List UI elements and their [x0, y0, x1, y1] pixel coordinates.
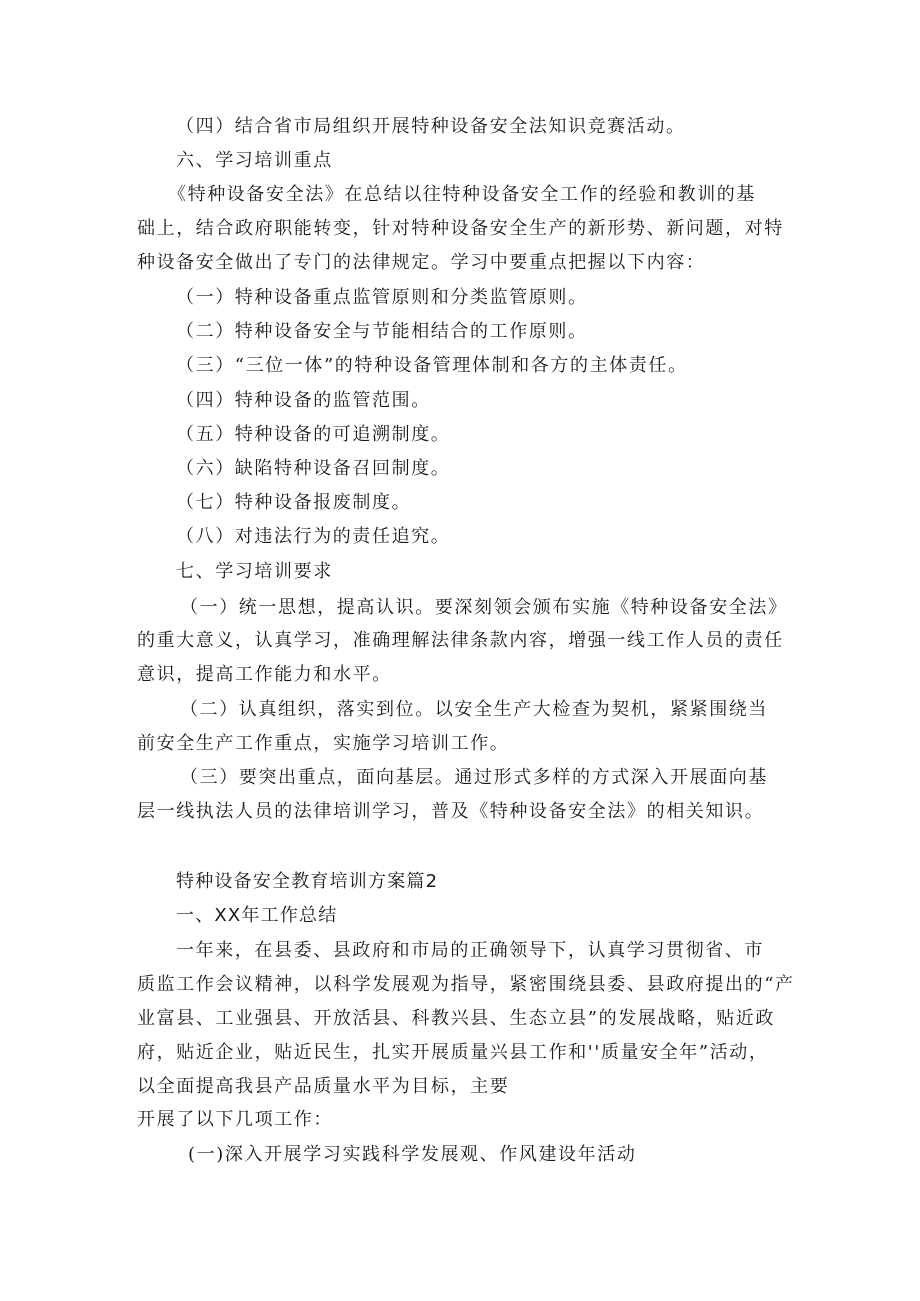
- section6-intro-line-3: 种设备安全做出了专门的法律规定。学习中要重点把握以下内容：: [137, 252, 706, 273]
- section7-heading: 七、学习培训要求: [176, 561, 333, 582]
- part2-para1-line-4: 府，贴近企业，贴近民生，扎实开展质量兴县工作和''质量安全年”活动，: [137, 1042, 769, 1063]
- section6-list-item: （一）特种设备重点监管原则和分类监管原则。: [176, 287, 588, 308]
- part2-para1-line-3: 业富县、工业强县、开放活县、科教兴县、生态立县”的发展战略，贴近政: [137, 1008, 775, 1029]
- section6-heading: 六、学习培训重点: [176, 150, 333, 171]
- part2-para1-line-1: 一年来，在县委、县政府和市局的正确领导下，认真学习贯彻省、市: [176, 940, 764, 961]
- section7-para2-line-1: （二）认真组织，落实到位。以安全生产大检查为契机，紧紧围绕当: [180, 699, 768, 720]
- section6-list-item: （八）对违法行为的责任追究。: [176, 526, 451, 547]
- section6-previous-item: （四）结合省市局组织开展特种设备安全法知识竞赛活动。: [176, 116, 686, 137]
- section7-para1-line-3: 意识，提高工作能力和水平。: [137, 664, 392, 685]
- section6-intro-line-1: 《特种设备安全法》在总结以往特种设备安全工作的经验和教训的基: [168, 184, 756, 205]
- part2-title: 特种设备安全教育培训方案篇2: [176, 871, 439, 892]
- part2-heading: 一、XX年工作总结: [176, 905, 338, 926]
- section6-list-item: （二）特种设备安全与节能相结合的工作原则。: [176, 321, 588, 342]
- section7-para1-line-2: 的重大意义，认真学习，准确理解法律条款内容，增强一线工作人员的责任: [137, 630, 784, 651]
- part2-para1-line-5: 以全面提高我县产品质量水平为目标，主要: [137, 1076, 510, 1097]
- section7-para3-line-2: 层一线执法人员的法律培训学习，普及《特种设备安全法》的相关知识。: [137, 801, 765, 822]
- part2-subheading: (一)深入开展学习实践科学发展观、作风建设年活动: [188, 1144, 637, 1165]
- section7-para2-line-2: 前安全生产工作重点，实施学习培训工作。: [137, 733, 510, 754]
- section6-list-item: （五）特种设备的可追溯制度。: [176, 424, 451, 445]
- section6-intro-line-2: 础上，结合政府职能转变，针对特种设备安全生产的新形势、新问题，对特: [137, 218, 784, 239]
- part2-para1-line-2: 质监工作会议精神，以科学发展观为指导，紧密围绕县委、县政府提出的“产: [137, 974, 795, 995]
- section6-list-item: （四）特种设备的监管范围。: [176, 390, 431, 411]
- part2-para1-line-6: 开展了以下几项工作：: [137, 1109, 333, 1130]
- section7-para1-line-1: （一）统一思想，提高认识。要深刻领会颁布实施《特种设备安全法》: [180, 597, 788, 618]
- section7-para3-line-1: （三）要突出重点，面向基层。通过形式多样的方式深入开展面向基: [180, 767, 768, 788]
- section6-list-item: （七）特种设备报废制度。: [176, 492, 412, 513]
- section6-list-item: （三）“三位一体”的特种设备管理体制和各方的主体责任。: [176, 355, 688, 376]
- section6-list-item: （六）缺陷特种设备召回制度。: [176, 458, 451, 479]
